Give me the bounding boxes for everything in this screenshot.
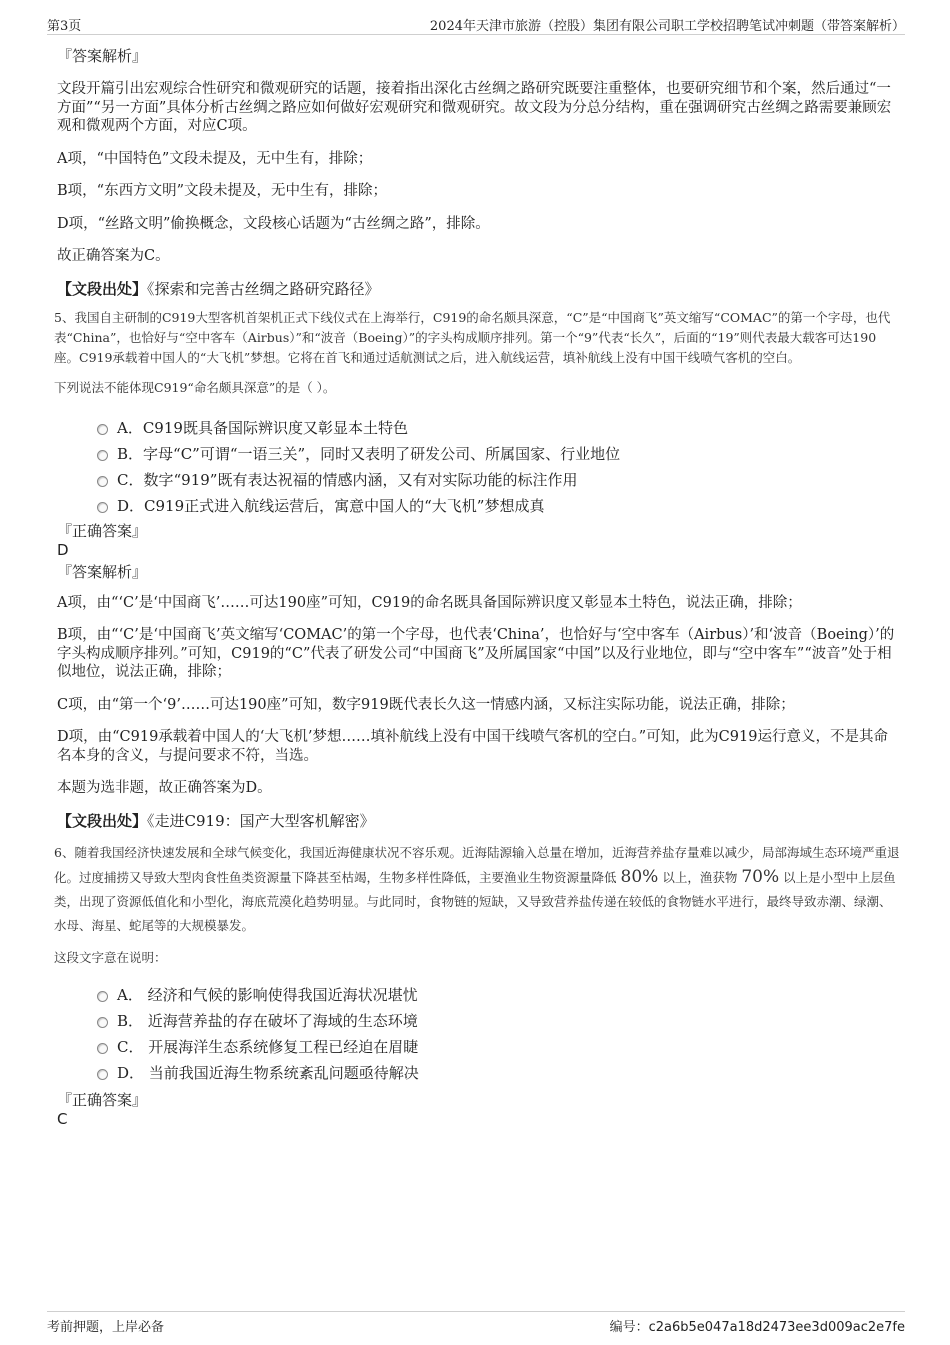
footer-code-label: 编号：: [609, 1320, 649, 1335]
radio-button[interactable]: [97, 1069, 108, 1080]
q6-option-d[interactable]: D． 当前我国近海生物系统紊乱问题亟待解决: [95, 1060, 900, 1086]
q4-option-a-note: A项，“中国特色”文段未提及，无中生有，排除；: [57, 150, 373, 167]
q5-source-text: 《走进C919：国产大型客机解密》: [147, 811, 375, 830]
page-content: [54, 46, 900, 1128]
q5-stem: 5、我国自主研制的C919大型客机首架机正式下线仪式在上海举行，C919的命名颇具深意，“C”是“中国商飞”英文缩写“COMAC”的第一个字母，也代表“China”，也恰好与“空中客车（Airbus）”和“波音（Boeing）”的字头构成顺序排列。第一个“9”代表“长久”，后面的“19”则代表最大载客可达190座。C919承载着中国人的“大飞机”梦想。它将在首飞和通过适航测试之后，进入航线运营，填补航线上没有中国干线喷气客机的空白。: [54, 309, 891, 365]
page-header: [47, 14, 905, 35]
radio-button[interactable]: [97, 1043, 108, 1054]
q5-option-c-note: C项，由“第一个‘9’……可达190座”可知，数字919既代表长久这一情感内涵，又标注实际功能，说法正确，排除；: [57, 696, 795, 713]
q4-option-d-note: D项，“丝路文明”偷换概念，文段核心话题为“古丝绸之路”，排除。: [57, 215, 490, 232]
q5-conclusion: 本题为选非题，故正确答案为D。: [57, 780, 272, 796]
q6-option-a[interactable]: A． 经济和气候的影响使得我国近海状况堪忧: [95, 982, 900, 1008]
q5-option-b-note: B项，由“‘C’是‘中国商飞’英文缩写‘COMAC’的第一个字母，也代表‘China’，也恰好与‘空中客车（Airbus）’和‘波音（Boeing）’的字头构成顺序排列。”可知，C919的“C”代表了研发公司“中国商飞”及所属国家“中国”以及行业地位，即与“空中客车”“波音”处于相似地位，说法正确，排除；: [57, 627, 895, 680]
q5-option-d[interactable]: D．C919正式进入航线运营后，寓意中国人的“大飞机”梦想成真: [95, 493, 900, 519]
q4-analysis-text: 文段开篇引出宏观综合性研究和微观研究的话题，接着指出深化古丝绸之路研究既要注重整体，也要研究细节和个案，然后通过“一方面”“另一方面”具体分析古丝绸之路应如何做好宏观研究和微观研究。故文段为分总分结构，重在强调研究古丝绸之路需要兼顾宏观和微观两个方面，对应C项。: [57, 81, 892, 134]
q6-percent-2: 70%: [741, 866, 780, 887]
q5-answer-label: 『正确答案』: [57, 521, 148, 540]
footer-code-value: c2a6b5e047a18d2473ee3d009ac2e7fe: [648, 1320, 905, 1335]
q5-option-a[interactable]: A．C919既具备国际辨识度又彰显本土特色: [95, 415, 900, 441]
footer-slogan: 考前押题，上岸必备: [47, 1320, 165, 1335]
q6-stem: 6、随着我国经济快速发展和全球气候变化，我国近海健康状况不容乐观。近海陆源输入总量在增加，近海营养盐存量难以减少，局部海域生态环境严重退化。过度捕捞又导致大型肉食性鱼类资源量下降甚至枯竭，生物多样性降低，主要渔业生物资源量降低 80% 以上，渔获物 70% 以上是小型中上层鱼类，出现了资源低值化和小型化，海底荒漠化趋势明显。与此同时，食物链的短缺，又导致营养盐传递在较低的食物链水平进行，最终导致赤潮、绿潮、水母、海星、蛇尾等的大规模暴发。: [54, 844, 900, 933]
q5-option-a-note: A项，由“‘C’是‘中国商飞’……可达190座”可知，C919的命名既具备国际辨识度又彰显本土特色，说法正确，排除；: [57, 594, 802, 611]
q6-question: 这段文字意在说明：: [54, 949, 167, 965]
page-number: 第3页: [47, 19, 82, 34]
page-footer: [47, 1311, 905, 1336]
q6-answer-label: 『正确答案』: [57, 1090, 148, 1109]
q5-analysis-label: 『答案解析』: [57, 562, 148, 581]
q5-question: 下列说法不能体现C919“命名颇具深意”的是（ ）。: [54, 379, 336, 395]
q4-option-b-note: B项，“东西方文明”文段未提及，无中生有，排除；: [57, 183, 387, 199]
q5-option-c[interactable]: C．数字“919”既有表达祝福的情感内涵，又有对实际功能的标注作用: [95, 467, 900, 493]
footer-code: [610, 1316, 905, 1335]
radio-button[interactable]: [97, 502, 108, 513]
q6-options: [95, 982, 900, 1086]
radio-button[interactable]: [97, 424, 108, 435]
document-title: 2024年天津市旅游（控股）集团有限公司职工学校招聘笔试冲刺题（带答案解析）: [429, 19, 905, 34]
q6-answer: C: [57, 1109, 68, 1128]
radio-button[interactable]: [97, 450, 108, 461]
q5-source-label: 【文段出处】: [57, 811, 148, 830]
q6-option-b[interactable]: B． 近海营养盐的存在破坏了海域的生态环境: [95, 1008, 900, 1034]
q5-answer: D: [57, 540, 69, 559]
q6-option-c[interactable]: C． 开展海洋生态系统修复工程已经迫在眉睫: [95, 1034, 900, 1060]
q4-analysis-label: 『答案解析』: [57, 47, 148, 65]
q4-source-text: 《探索和完善古丝绸之路研究路径》: [147, 279, 380, 298]
radio-button[interactable]: [97, 991, 108, 1002]
radio-button[interactable]: [97, 1017, 108, 1028]
q5-options: [95, 415, 900, 519]
radio-button[interactable]: [97, 476, 108, 487]
q4-source: [57, 279, 900, 299]
q5-source: [57, 811, 900, 831]
q5-option-d-note: D项，由“C919承载着中国人的‘大飞机’梦想……填补航线上没有中国干线喷气客机的空白。”可知，此为C919运行意义，不是其命名本身的含义，与提问要求不符，当选。: [57, 729, 888, 764]
q6-percent-1: 80%: [620, 866, 659, 887]
q5-option-b[interactable]: B．字母“C”可谓“一语三关”，同时又表明了研发公司、所属国家、行业地位: [95, 441, 900, 467]
q4-source-label: 【文段出处】: [57, 279, 148, 298]
q4-conclusion: 故正确答案为C。: [57, 248, 170, 264]
